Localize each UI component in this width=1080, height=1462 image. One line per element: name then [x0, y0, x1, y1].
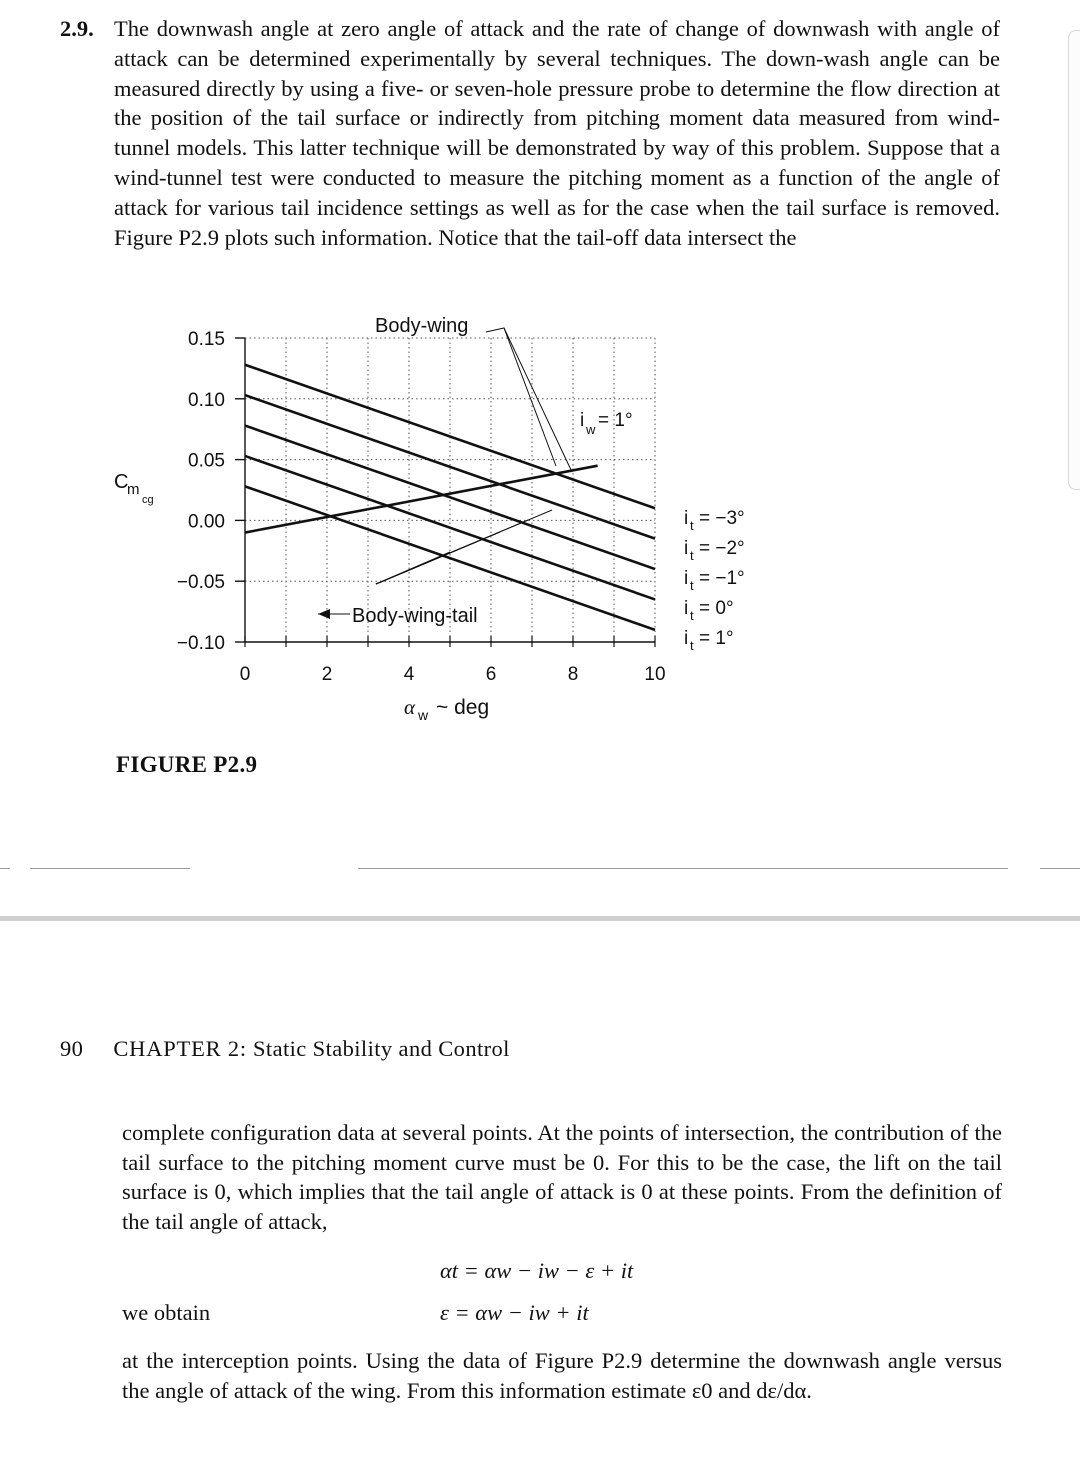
x-axis-label: α — [404, 695, 416, 719]
y-tick-label: 0.10 — [188, 389, 225, 411]
legend-label: i — [684, 538, 689, 559]
running-head — [60, 1036, 510, 1062]
annotation-body-wing: Body-wing — [375, 315, 469, 337]
legend-value: = −2° — [699, 538, 745, 559]
legend-value: = 1° — [699, 628, 734, 649]
annotation-iw: i — [580, 410, 585, 431]
y-axis-label: C — [114, 471, 129, 493]
problem-2-9 — [60, 14, 1000, 252]
x-tick-label: 0 — [239, 664, 251, 685]
legend-label-sub: t — [690, 548, 694, 563]
chapter-label: CHAPTER 2: — [113, 1036, 247, 1061]
figure-caption: FIGURE P2.9 — [116, 752, 258, 777]
x-axis-label-unit: ~ deg — [436, 696, 490, 719]
page-separator — [0, 916, 1080, 921]
annotation-leader-body-wing-2 — [504, 328, 556, 466]
legend-label: i — [684, 598, 689, 619]
annotation-leader-body-wing — [486, 328, 572, 472]
legend-value: = −1° — [699, 568, 745, 589]
y-tick-label: 0.15 — [188, 329, 225, 350]
problem-number: 2.9. — [60, 16, 94, 41]
x-axis-label-sub: w — [418, 707, 429, 723]
legend-label-sub: t — [690, 638, 694, 653]
y-tick-label: −0.10 — [176, 633, 225, 654]
problem-paragraph — [60, 14, 1000, 252]
continuation-paragraph: complete configuration data at several points. At the points of intersection, the contribution of the tail surface to the pitching moment curve must be 0. For this to be the case, the lift on the tail surface is 0, which implies that the tail angle of attack is 0 at these points. From the definition of the tail angle of attack, — [122, 1120, 1002, 1234]
annotation-body-wing-tail: Body-wing-tail — [352, 605, 478, 627]
chart-grid — [245, 338, 655, 642]
legend-label-sub: t — [690, 578, 694, 593]
y-axis-label-subsub: cg — [142, 494, 154, 506]
legend-value: = 0° — [699, 598, 734, 619]
problem-text: The downwash angle at zero angle of attack and the rate of change of downwash with angle of attack can be determined experimentally by several techniques. The down-wash angle can be measured directly by using a five- or seven-hole pressure probe to determine the flow direction at the position of the tail surface or indirectly from pitching moment data measured from wind-tunnel models. This latter technique will be demonstrated by way of this problem. Suppose that a wind-tunnel test were conducted to measure the pitching moment as a function of the angle of attack for various tail incidence settings as well as for the case when the tail surface is removed. Figure P2.9 plots such information. Notice that the tail-off data intersect the — [114, 16, 1000, 250]
chart-labels — [114, 315, 745, 723]
equation-downwash: ε = αw − iw + it — [440, 1300, 589, 1325]
we-obtain-label: we obtain — [122, 1300, 211, 1325]
legend-label: i — [684, 568, 689, 589]
annotation-iw-sub: w — [586, 422, 596, 437]
chapter-title: Static Stability and Control — [253, 1036, 510, 1061]
y-tick-label: 0.00 — [188, 511, 225, 533]
legend-label: i — [684, 628, 689, 649]
final-paragraph: at the interception points. Using the data of Figure P2.9 determine the downwash angle versus the angle of attack of the wing. From this information estimate ε0 and dε/dα. — [122, 1348, 1002, 1403]
y-axis-label-sub: m — [127, 481, 140, 498]
x-tick-label: 4 — [403, 664, 415, 685]
page-bottom-rule — [0, 868, 1080, 869]
page-number: 90 — [60, 1036, 84, 1061]
scrollbar-edge[interactable] — [1068, 30, 1080, 490]
equation-tail-aoa: αt = αw − iw − ε + it — [440, 1258, 634, 1283]
y-tick-label: −0.05 — [176, 572, 225, 594]
x-tick-label: 2 — [321, 664, 333, 685]
y-tick-label: 0.05 — [188, 450, 225, 472]
legend-value: = −3° — [699, 508, 745, 529]
annotation-arrowhead — [318, 609, 330, 619]
figure-p2-9-chart — [0, 300, 1080, 740]
legend-label: i — [684, 508, 689, 529]
x-tick-label: 6 — [485, 664, 497, 685]
annotation-iw-value: = 1° — [598, 410, 633, 431]
x-tick-label: 8 — [567, 664, 579, 685]
legend-label-sub: t — [690, 608, 694, 623]
annotation-leader — [376, 552, 450, 584]
x-tick-label: 10 — [644, 664, 666, 685]
legend-label-sub: t — [690, 518, 694, 533]
